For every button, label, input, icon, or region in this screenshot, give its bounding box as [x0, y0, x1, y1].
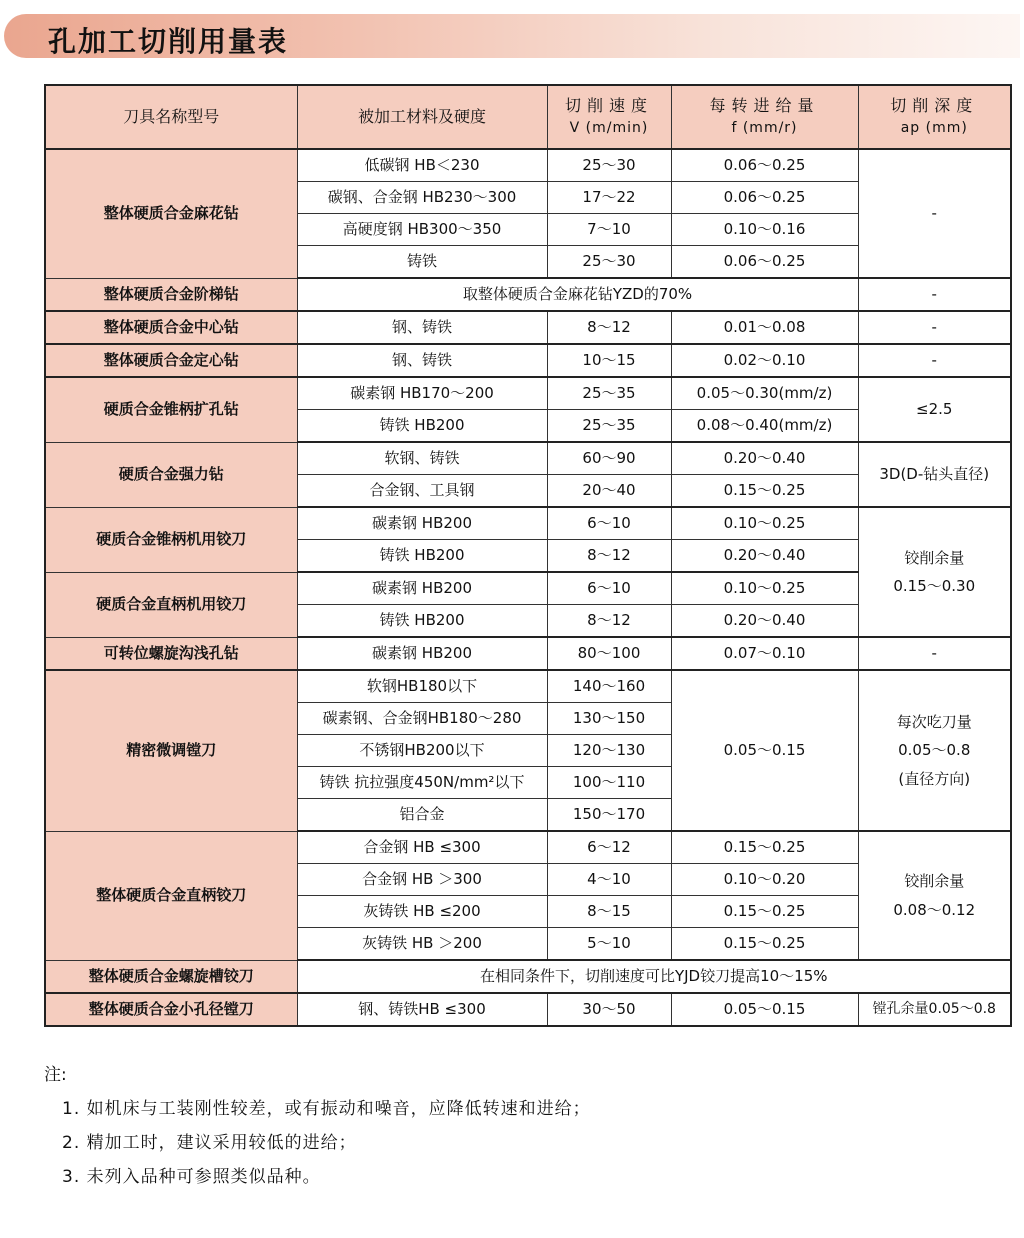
- material-cell: 碳素钢、合金钢HB180～280: [297, 703, 547, 735]
- material-cell: 碳钢、合金钢 HB230～300: [297, 182, 547, 214]
- speed-cell: 10～15: [547, 344, 671, 377]
- table-row: [45, 149, 1011, 182]
- depth-cell: 每次吃刀量 0.05～0.8 (直径方向): [858, 670, 1011, 831]
- speed-cell: 60～90: [547, 442, 671, 475]
- material-cell: 碳素钢 HB200: [297, 572, 547, 605]
- material-cell: 钢、铸铁: [297, 311, 547, 344]
- feed-cell: 0.01～0.08: [671, 311, 858, 344]
- feed-cell: 0.06～0.25: [671, 246, 858, 279]
- header-feed: 每转进给量 f (mm/r): [671, 85, 858, 149]
- tool-name: 整体硬质合金小孔径镗刀: [45, 993, 297, 1026]
- tool-name: 整体硬质合金定心钻: [45, 344, 297, 377]
- material-cell: 碳素钢 HB200: [297, 507, 547, 540]
- speed-cell: 25～35: [547, 377, 671, 410]
- speed-cell: 30～50: [547, 993, 671, 1026]
- table-row: [45, 278, 1011, 311]
- depth-cell: -: [858, 149, 1011, 278]
- feed-cell: 0.06～0.25: [671, 182, 858, 214]
- table-row: [45, 311, 1011, 344]
- table-row: [45, 993, 1011, 1026]
- speed-cell: 120～130: [547, 735, 671, 767]
- material-cell: 钢、铸铁HB ≤300: [297, 993, 547, 1026]
- speed-cell: 25～30: [547, 246, 671, 279]
- feed-cell: 0.15～0.25: [671, 831, 858, 864]
- speed-cell: 25～30: [547, 149, 671, 182]
- depth-cell: -: [858, 311, 1011, 344]
- table-row: [45, 960, 1011, 993]
- material-cell: 合金钢、工具钢: [297, 475, 547, 508]
- feed-cell: 0.05～0.30(mm/z): [671, 377, 858, 410]
- feed-cell: 0.08～0.40(mm/z): [671, 410, 858, 443]
- note-cell: 在相同条件下，切削速度可比YJD铰刀提高10～15%: [297, 960, 1011, 993]
- feed-cell: 0.05～0.15: [671, 993, 858, 1026]
- table-row: [45, 637, 1011, 670]
- tool-name: 整体硬质合金直柄铰刀: [45, 831, 297, 960]
- feed-cell: 0.02～0.10: [671, 344, 858, 377]
- feed-cell: 0.10～0.25: [671, 572, 858, 605]
- material-cell: 铸铁: [297, 246, 547, 279]
- feed-cell: 0.15～0.25: [671, 475, 858, 508]
- feed-cell: 0.20～0.40: [671, 442, 858, 475]
- depth-cell: 镗孔余量0.05～0.8: [858, 993, 1011, 1026]
- table-row: [45, 507, 1011, 540]
- material-cell: 合金钢 HB ≤300: [297, 831, 547, 864]
- note-item: 1. 如机床与工装刚性较差，或有振动和噪音，应降低转速和进给；: [62, 1099, 591, 1119]
- cutting-table: [44, 84, 1012, 1027]
- feed-cell: 0.06～0.25: [671, 149, 858, 182]
- speed-cell: 6～12: [547, 831, 671, 864]
- speed-cell: 4～10: [547, 864, 671, 896]
- tool-name: 整体硬质合金阶梯钻: [45, 278, 297, 311]
- depth-cell: -: [858, 344, 1011, 377]
- speed-cell: 5～10: [547, 928, 671, 961]
- speed-cell: 150～170: [547, 799, 671, 832]
- notes-label: 注:: [44, 1065, 67, 1085]
- material-cell: 灰铸铁 HB ≤200: [297, 896, 547, 928]
- material-cell: 高硬度钢 HB300～350: [297, 214, 547, 246]
- page-title: 孔加工切削用量表: [48, 25, 289, 58]
- title-bar: [4, 14, 1020, 58]
- material-cell: 软钢HB180以下: [297, 670, 547, 703]
- feed-cell: 0.15～0.25: [671, 896, 858, 928]
- tool-name: 硬质合金强力钻: [45, 442, 297, 507]
- tool-name: 整体硬质合金中心钻: [45, 311, 297, 344]
- feed-cell: 0.10～0.25: [671, 507, 858, 540]
- feed-cell: 0.20～0.40: [671, 540, 858, 573]
- material-cell: 碳素钢 HB170～200: [297, 377, 547, 410]
- depth-cell: ≤2.5: [858, 377, 1011, 442]
- feed-cell: 0.15～0.25: [671, 928, 858, 961]
- table-row: [45, 344, 1011, 377]
- depth-cell: -: [858, 278, 1011, 311]
- header-tool: 刀具名称型号: [45, 85, 297, 149]
- tool-name: 精密微调镗刀: [45, 670, 297, 831]
- tool-name: 硬质合金锥柄机用铰刀: [45, 507, 297, 572]
- note-item: 3. 未列入品种可参照类似品种。: [62, 1167, 321, 1187]
- speed-cell: 8～15: [547, 896, 671, 928]
- feed-cell: 0.05～0.15: [671, 670, 858, 831]
- material-cell: 铸铁 抗拉强度450N/mm²以下: [297, 767, 547, 799]
- tool-name: 硬质合金直柄机用铰刀: [45, 572, 297, 637]
- depth-cell: 铰削余量 0.15～0.30: [858, 507, 1011, 637]
- table-row: [45, 670, 1011, 703]
- header-depth: 切削深度 ap (mm): [858, 85, 1011, 149]
- header-speed: 切削速度 V (m/min): [547, 85, 671, 149]
- note-item: 2. 精加工时，建议采用较低的进给；: [62, 1133, 357, 1153]
- feed-cell: 0.07～0.10: [671, 637, 858, 670]
- tool-name: 整体硬质合金螺旋槽铰刀: [45, 960, 297, 993]
- material-cell: 低碳钢 HB＜230: [297, 149, 547, 182]
- material-cell: 灰铸铁 HB ＞200: [297, 928, 547, 961]
- feed-cell: 0.10～0.20: [671, 864, 858, 896]
- material-cell: 铸铁 HB200: [297, 410, 547, 443]
- speed-cell: 17～22: [547, 182, 671, 214]
- note-cell: 取整体硬质合金麻花钻YZD的70%: [297, 278, 858, 311]
- notes: [44, 1058, 591, 1194]
- depth-cell: 3D(D-钻头直径): [858, 442, 1011, 507]
- tool-name: 硬质合金锥柄扩孔钻: [45, 377, 297, 442]
- speed-cell: 8～12: [547, 311, 671, 344]
- table-row: [45, 377, 1011, 410]
- speed-cell: 80～100: [547, 637, 671, 670]
- tool-name: 整体硬质合金麻花钻: [45, 149, 297, 278]
- speed-cell: 140～160: [547, 670, 671, 703]
- speed-cell: 100～110: [547, 767, 671, 799]
- speed-cell: 130～150: [547, 703, 671, 735]
- speed-cell: 7～10: [547, 214, 671, 246]
- speed-cell: 25～35: [547, 410, 671, 443]
- tool-name: 可转位螺旋沟浅孔钻: [45, 637, 297, 670]
- feed-cell: 0.10～0.16: [671, 214, 858, 246]
- speed-cell: 8～12: [547, 605, 671, 638]
- speed-cell: 6～10: [547, 507, 671, 540]
- material-cell: 碳素钢 HB200: [297, 637, 547, 670]
- header-material: 被加工材料及硬度: [297, 85, 547, 149]
- speed-cell: 6～10: [547, 572, 671, 605]
- speed-cell: 20～40: [547, 475, 671, 508]
- material-cell: 不锈钢HB200以下: [297, 735, 547, 767]
- material-cell: 铝合金: [297, 799, 547, 832]
- table-row: [45, 442, 1011, 475]
- depth-cell: -: [858, 637, 1011, 670]
- material-cell: 合金钢 HB ＞300: [297, 864, 547, 896]
- material-cell: 钢、铸铁: [297, 344, 547, 377]
- material-cell: 软钢、铸铁: [297, 442, 547, 475]
- feed-cell: 0.20～0.40: [671, 605, 858, 638]
- table-row: [45, 831, 1011, 864]
- material-cell: 铸铁 HB200: [297, 540, 547, 573]
- speed-cell: 8～12: [547, 540, 671, 573]
- depth-cell: 铰削余量 0.08～0.12: [858, 831, 1011, 960]
- material-cell: 铸铁 HB200: [297, 605, 547, 638]
